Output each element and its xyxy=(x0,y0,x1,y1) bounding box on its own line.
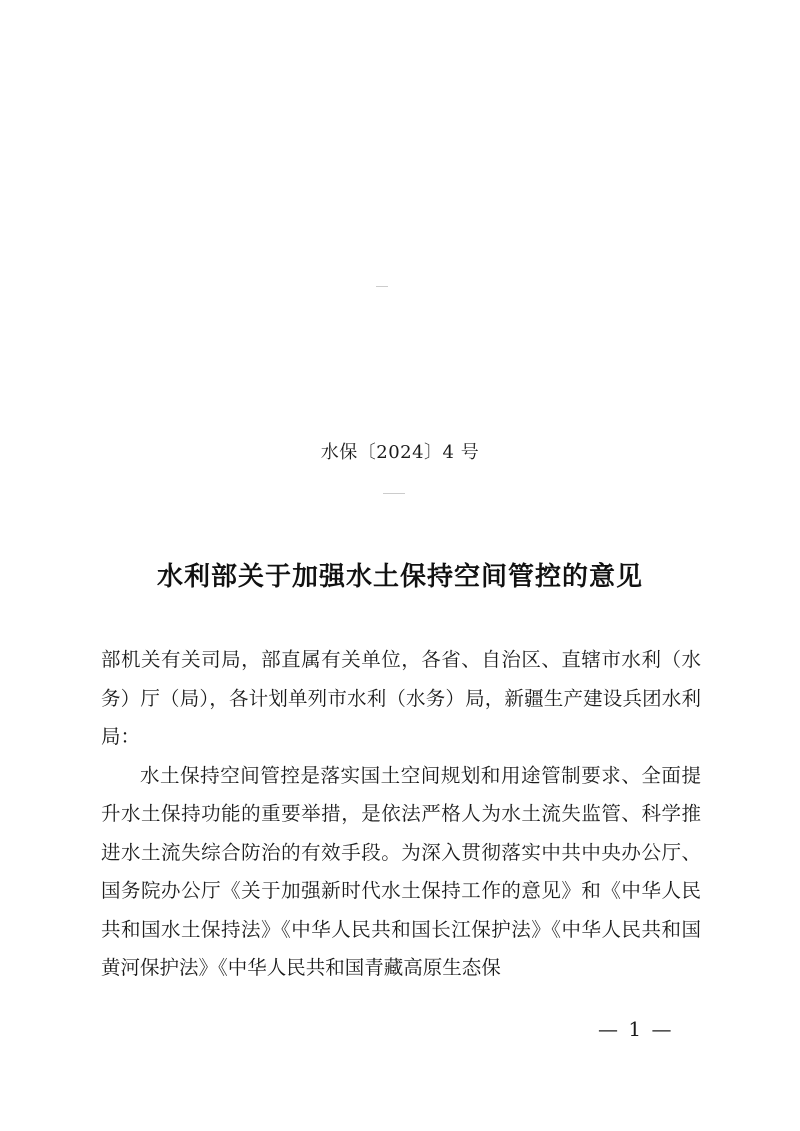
addressee-paragraph: 部机关有关司局，部直属有关单位，各省、自治区、直辖市水利（水务）厅（局），各计划单列市水利（水务）局，新疆生产建设兵团水利局： xyxy=(101,648,701,748)
scan-mark xyxy=(383,493,405,494)
body-paragraph: 水土保持空间管控是落实国土空间规划和用途管制要求、全面提升水土保持功能的重要举措，是依法严格人为水土流失监管、科学推进水土流失综合防治的有效手段。为深入贯彻落实中共中央办公厅、国务院办公厅《关于加强新时代水土保持工作的意见》和《中华人民共和国水土保持法》《中华人民共和国长江保护法》《中华人民共和国黄河保护法》《中华人民共和国青藏高原生态保 xyxy=(101,763,701,979)
scan-mark xyxy=(376,286,388,287)
document-title: 水利部关于加强水土保持空间管控的意见 xyxy=(156,562,643,592)
document-body xyxy=(101,641,701,988)
page-number: — 1 — xyxy=(598,1017,674,1041)
document-number: 水保〔2024〕4 号 xyxy=(320,442,480,463)
